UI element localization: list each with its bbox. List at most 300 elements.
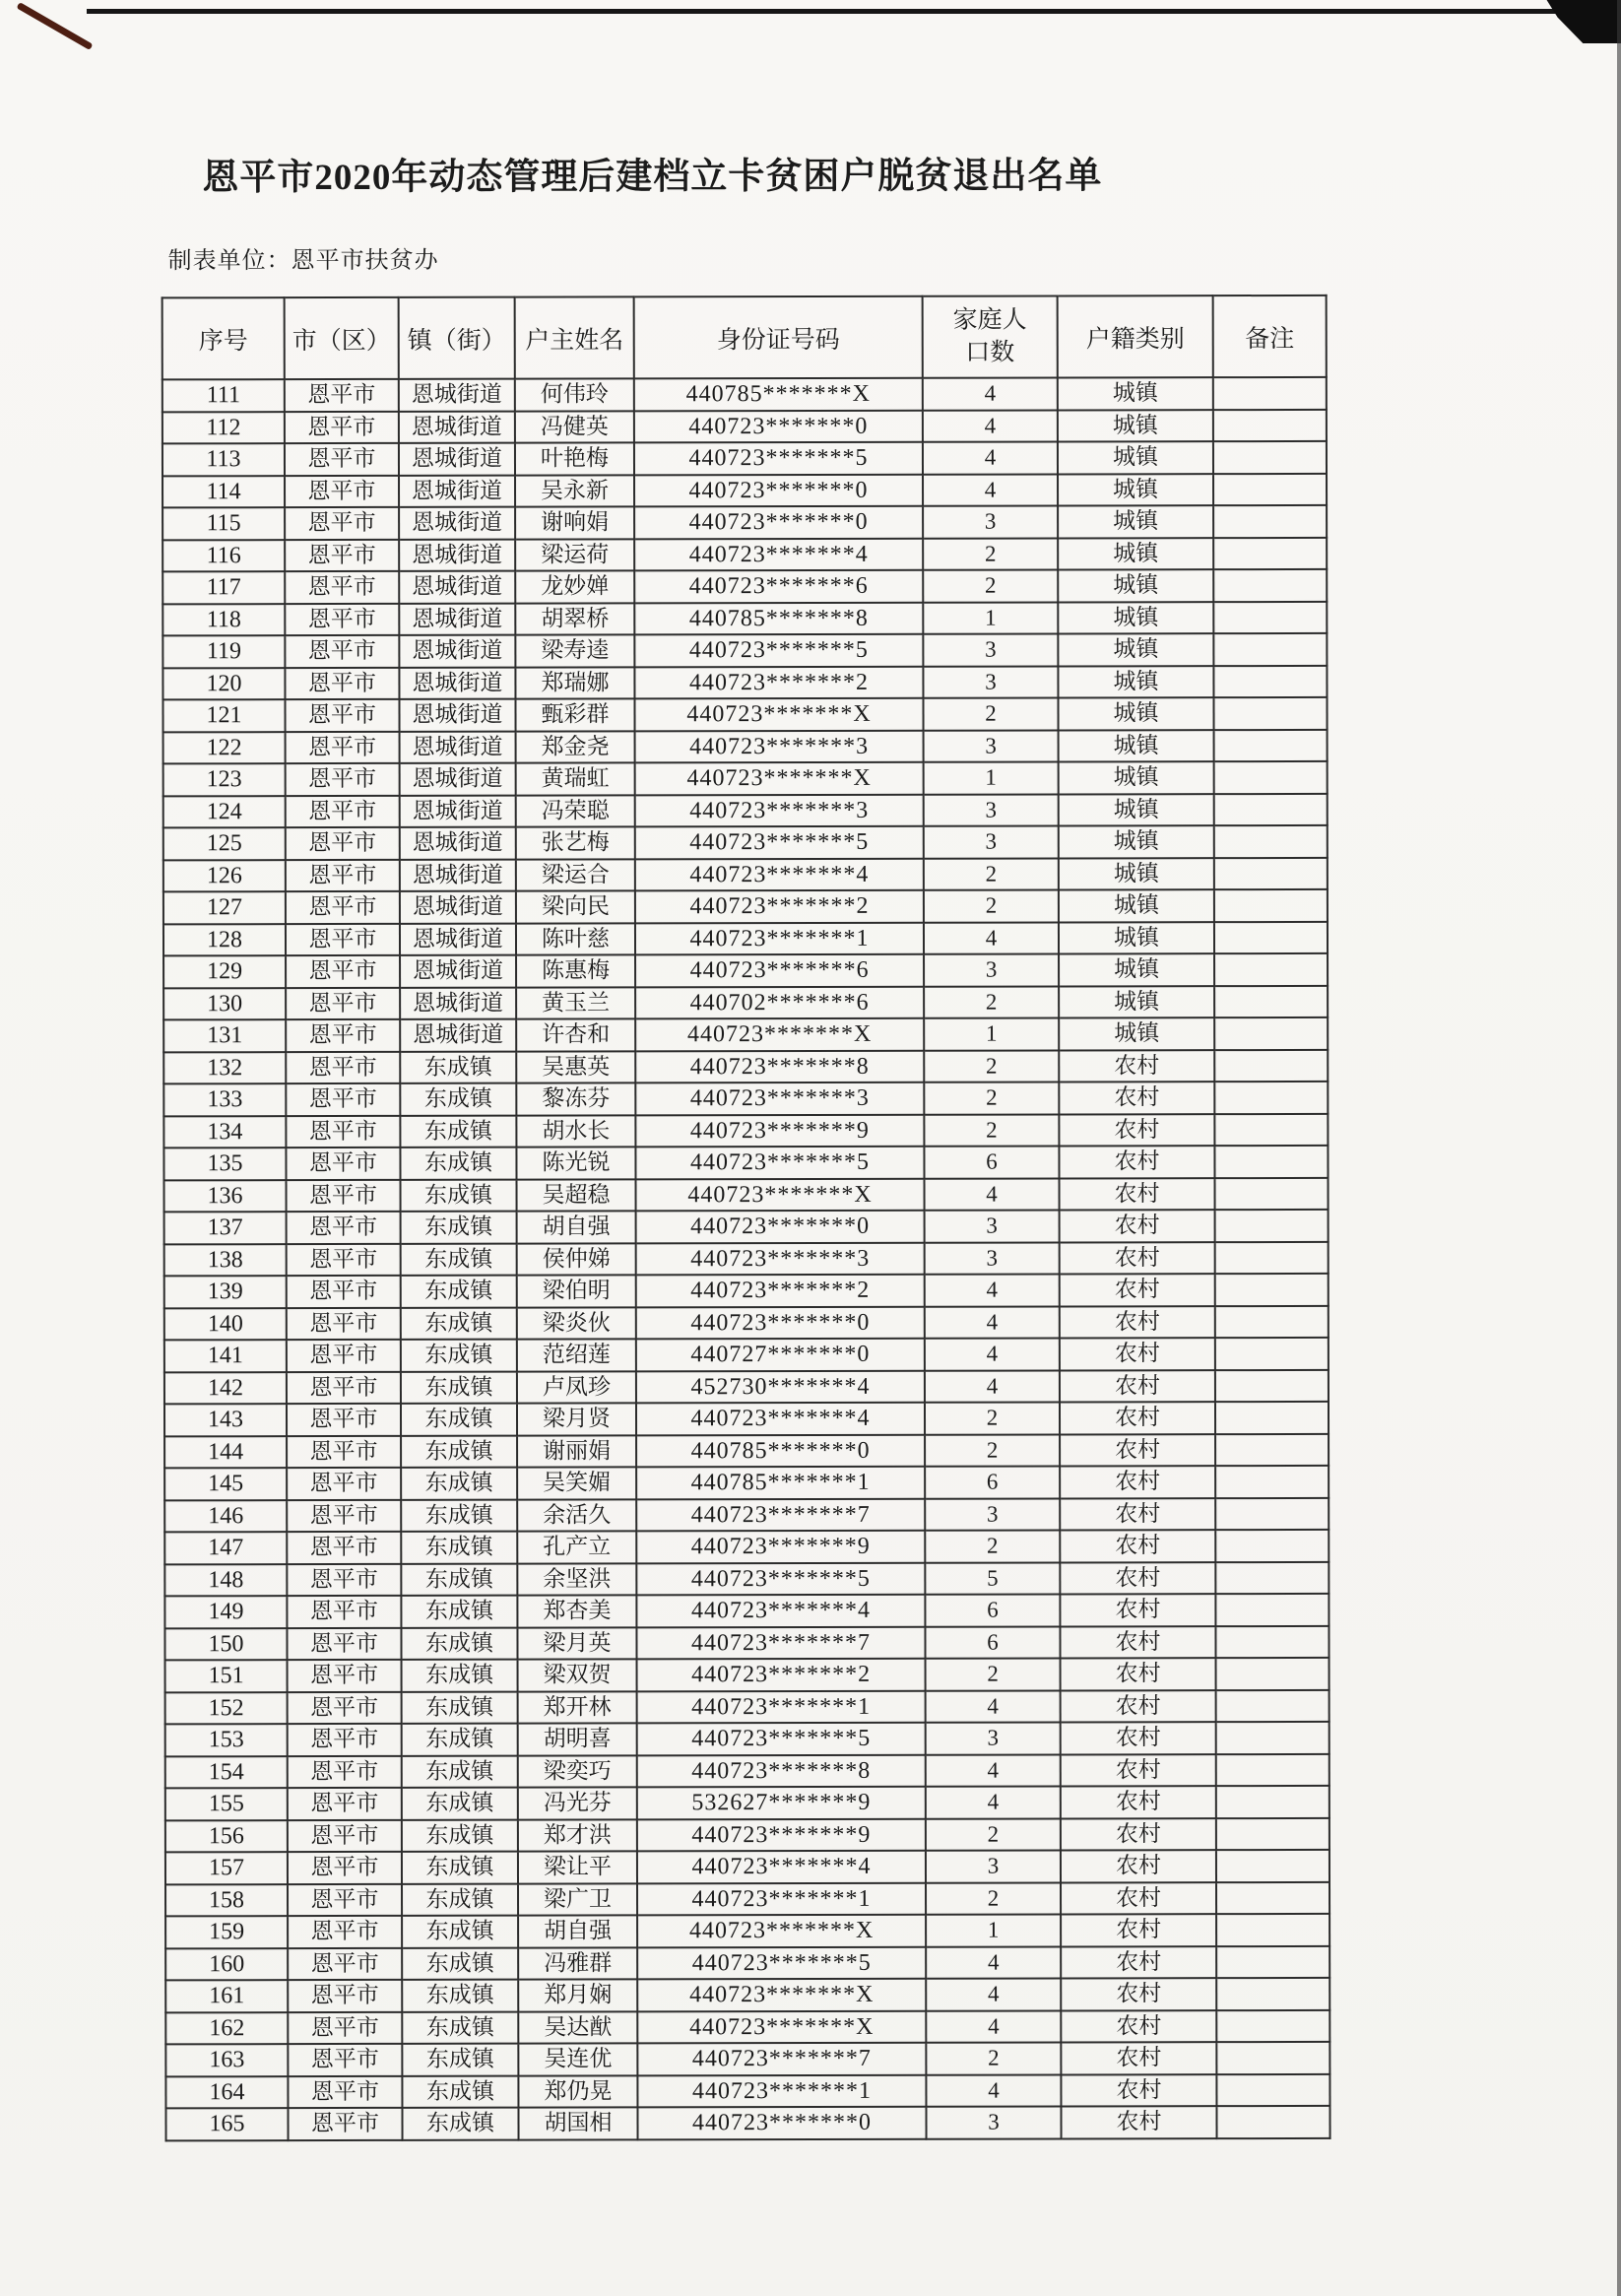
cell-household-size: 3 (925, 1210, 1060, 1242)
cell-town: 东成镇 (401, 1532, 517, 1564)
cell-remark (1215, 1338, 1329, 1370)
cell-id: 440723*******6 (634, 570, 923, 603)
cell-registration-type: 城镇 (1058, 377, 1213, 410)
cell-remark (1214, 1049, 1328, 1082)
cell-name: 冯光芬 (518, 1787, 637, 1819)
cell-registration-type: 城镇 (1059, 953, 1214, 986)
cell-id: 440723*******4 (636, 1403, 925, 1435)
cell-town: 东成镇 (401, 1435, 517, 1468)
col-header-town: 镇（街） (399, 297, 515, 379)
cell-id: 440723*******2 (635, 890, 924, 923)
cell-household-size: 1 (923, 602, 1058, 634)
cell-city: 恩平市 (287, 1276, 401, 1308)
cell-name: 梁向民 (516, 890, 635, 923)
cell-id: 440723*******0 (637, 2107, 926, 2139)
cell-name: 冯雅群 (518, 1947, 637, 1980)
table-row (162, 505, 1327, 540)
cell-household-size: 1 (924, 761, 1059, 794)
cell-town: 东成镇 (401, 1179, 517, 1212)
cell-remark (1215, 1369, 1329, 1402)
cell-serial: 116 (162, 540, 285, 572)
cell-town: 恩城街道 (399, 699, 515, 732)
cell-id: 440723*******2 (636, 1275, 925, 1307)
cell-registration-type: 城镇 (1058, 666, 1213, 698)
cell-household-size: 3 (924, 953, 1059, 986)
cell-city: 恩平市 (286, 1051, 400, 1083)
table-row (162, 409, 1327, 443)
cell-name: 胡国相 (518, 2107, 637, 2139)
table-row (162, 441, 1327, 476)
cell-household-size: 4 (923, 474, 1058, 506)
cell-name: 梁双贺 (518, 1659, 637, 1691)
table-row (163, 825, 1328, 860)
cell-id: 440723*******X (637, 1915, 926, 1947)
cell-serial: 125 (163, 827, 286, 860)
cell-household-size: 2 (925, 1402, 1060, 1434)
cell-town: 恩城街道 (400, 987, 516, 1019)
cell-remark (1216, 1689, 1329, 1722)
cell-name: 郑月娴 (518, 1979, 637, 2011)
cell-serial: 134 (163, 1116, 286, 1148)
table-row (163, 1049, 1328, 1083)
table-row (164, 1561, 1329, 1596)
table-row (164, 1241, 1329, 1276)
table-row (164, 1402, 1329, 1436)
cell-remark (1216, 1850, 1329, 1882)
cell-remark (1214, 729, 1328, 761)
cell-name: 吴达猷 (518, 2011, 637, 2044)
cell-town: 东成镇 (402, 2108, 518, 2140)
cell-household-size: 4 (923, 377, 1058, 410)
cell-registration-type: 农村 (1061, 1850, 1216, 1882)
cell-id: 440723*******X (637, 1979, 926, 2011)
table-row (165, 1658, 1329, 1692)
cell-id: 440723*******3 (635, 730, 924, 762)
cell-household-size: 2 (924, 889, 1059, 922)
cell-town: 东成镇 (402, 1980, 518, 2012)
col-header-remark: 备注 (1213, 295, 1327, 377)
cell-serial: 152 (165, 1692, 288, 1725)
table-row (162, 377, 1327, 412)
cell-town: 东成镇 (402, 1755, 518, 1788)
cell-household-size: 2 (926, 1658, 1061, 1690)
cell-id: 440723*******0 (634, 410, 923, 442)
table-row (162, 569, 1327, 604)
cell-household-size: 6 (925, 1594, 1060, 1626)
cell-city: 恩平市 (287, 1596, 401, 1628)
cell-serial: 158 (165, 1884, 288, 1917)
cell-household-size: 2 (926, 2042, 1061, 2074)
cell-serial: 139 (164, 1276, 287, 1308)
cell-household-size: 5 (925, 1562, 1060, 1595)
cell-serial: 157 (165, 1852, 288, 1884)
cell-household-size: 2 (923, 569, 1058, 602)
cell-id: 440723*******0 (636, 1306, 925, 1339)
cell-remark (1215, 1594, 1329, 1626)
cell-household-size: 3 (923, 666, 1058, 698)
cell-household-size: 3 (924, 825, 1059, 858)
cell-city: 恩平市 (287, 1243, 401, 1276)
cell-household-size: 2 (924, 1050, 1059, 1082)
cell-remark (1214, 793, 1328, 825)
cell-town: 恩城街道 (399, 475, 515, 507)
cell-serial: 144 (164, 1436, 287, 1469)
cell-town: 东成镇 (401, 1212, 517, 1244)
cell-remark (1215, 1305, 1329, 1338)
cell-registration-type: 农村 (1061, 1882, 1216, 1915)
cell-city: 恩平市 (286, 1019, 400, 1052)
cell-serial: 150 (164, 1628, 287, 1661)
scan-artifact-corner-blob (1530, 0, 1621, 43)
cell-registration-type: 城镇 (1058, 602, 1213, 634)
cell-serial: 122 (163, 732, 286, 764)
cell-id: 440723*******9 (636, 1531, 925, 1563)
cell-household-size: 3 (925, 1242, 1060, 1275)
table-row (165, 1881, 1329, 1916)
cell-household-size: 4 (923, 410, 1058, 442)
cell-city: 恩平市 (287, 1435, 401, 1468)
col-header-name: 户主姓名 (515, 296, 634, 378)
cell-registration-type: 农村 (1061, 1946, 1216, 1979)
cell-registration-type: 农村 (1060, 1626, 1215, 1659)
cell-household-size: 4 (926, 1786, 1061, 1818)
cell-town: 东成镇 (402, 2075, 518, 2108)
cell-registration-type: 农村 (1061, 1914, 1216, 1946)
cell-town: 东成镇 (400, 1083, 516, 1116)
col-header-city: 市（区） (285, 297, 399, 379)
cell-remark (1214, 825, 1328, 858)
cell-city: 恩平市 (286, 923, 400, 955)
cell-remark (1215, 1561, 1329, 1594)
cell-serial: 162 (165, 2012, 288, 2045)
cell-name: 陈叶慈 (516, 923, 635, 955)
cell-town: 恩城街道 (400, 891, 516, 924)
cell-id: 440723*******X (635, 762, 924, 795)
cell-household-size: 3 (923, 633, 1058, 666)
cell-id: 440723*******7 (636, 1498, 925, 1531)
cell-city: 恩平市 (288, 1819, 402, 1852)
cell-household-size: 1 (924, 1017, 1059, 1050)
col-header-household-size-text: 家庭人口数 (952, 306, 1027, 366)
cell-town: 东成镇 (400, 1115, 516, 1148)
cell-registration-type: 农村 (1061, 1690, 1216, 1723)
cell-registration-type: 农村 (1060, 1210, 1215, 1242)
cell-remark (1213, 441, 1327, 474)
cell-id: 440723*******8 (635, 1050, 924, 1082)
cell-city: 恩平市 (288, 2075, 402, 2108)
cell-city: 恩平市 (288, 1852, 402, 1884)
cell-name: 胡自强 (518, 1915, 637, 1947)
cell-name: 黎冻芬 (516, 1082, 635, 1115)
cell-id: 440723*******0 (636, 1211, 925, 1243)
cell-id: 440723*******1 (637, 1882, 926, 1915)
cell-serial: 148 (164, 1564, 287, 1597)
table-row (163, 1017, 1328, 1052)
cell-household-size: 4 (925, 1370, 1060, 1403)
table-row (164, 1338, 1329, 1372)
cell-remark (1216, 1658, 1329, 1690)
cell-id: 440723*******1 (635, 922, 924, 954)
table-row (165, 2009, 1329, 2044)
cell-serial: 114 (162, 476, 285, 508)
cell-household-size: 2 (925, 1530, 1060, 1562)
cell-remark (1214, 1146, 1328, 1178)
table-row (165, 1945, 1329, 1980)
cell-household-size: 2 (924, 858, 1059, 890)
cell-id: 440723*******X (634, 698, 923, 731)
cell-city: 恩平市 (288, 1916, 402, 1948)
cell-id: 440723*******7 (636, 1626, 925, 1659)
cell-serial: 159 (165, 1916, 288, 1948)
cell-name: 许杏和 (516, 1018, 635, 1051)
cell-town: 恩城街道 (399, 539, 515, 571)
cell-remark (1213, 409, 1327, 441)
cell-city: 恩平市 (286, 731, 400, 763)
cell-city: 恩平市 (287, 1627, 401, 1660)
cell-id: 440702*******6 (635, 986, 924, 1018)
cell-serial: 151 (165, 1660, 288, 1692)
cell-name: 吴惠英 (516, 1051, 635, 1083)
cell-name: 梁伯明 (517, 1275, 636, 1307)
cell-city: 恩平市 (286, 1148, 400, 1180)
cell-registration-type: 城镇 (1058, 538, 1213, 570)
cell-registration-type: 农村 (1060, 1242, 1215, 1275)
cell-city: 恩平市 (285, 475, 399, 507)
cell-id: 440723*******7 (637, 2043, 926, 2075)
cell-city: 恩平市 (285, 379, 399, 412)
cell-serial: 128 (163, 924, 286, 956)
cell-id: 440723*******5 (637, 1723, 926, 1755)
cell-town: 东成镇 (402, 1883, 518, 1916)
cell-household-size: 4 (925, 1306, 1060, 1339)
cell-city: 恩平市 (288, 1980, 402, 2012)
cell-city: 恩平市 (287, 1404, 401, 1436)
cell-registration-type: 城镇 (1059, 794, 1214, 826)
cell-town: 东成镇 (401, 1563, 517, 1596)
table-row (165, 1722, 1329, 1756)
cell-registration-type: 农村 (1061, 2042, 1216, 2074)
cell-town: 恩城街道 (400, 795, 516, 827)
cell-serial: 129 (163, 955, 286, 988)
cell-household-size: 4 (926, 1690, 1061, 1723)
cell-registration-type: 农村 (1061, 1722, 1216, 1754)
cell-name: 梁月贤 (517, 1403, 636, 1435)
cell-household-size: 4 (924, 922, 1059, 954)
cell-id: 440723*******3 (635, 794, 924, 826)
cell-city: 恩平市 (287, 1532, 401, 1564)
cell-remark (1215, 1497, 1329, 1530)
cell-registration-type: 农村 (1059, 1114, 1214, 1147)
cell-registration-type: 城镇 (1058, 569, 1213, 602)
cell-registration-type: 农村 (1060, 1466, 1215, 1498)
table-row (163, 1113, 1328, 1148)
table-row (164, 1594, 1329, 1628)
cell-town: 东成镇 (401, 1404, 517, 1436)
cell-serial: 132 (163, 1052, 286, 1084)
cell-id: 440723*******6 (635, 954, 924, 987)
cell-town: 东成镇 (402, 1947, 518, 1980)
cell-id: 440723*******2 (634, 666, 923, 698)
cell-town: 东成镇 (402, 1691, 518, 1724)
cell-id: 440723*******4 (634, 538, 923, 570)
cell-city: 恩平市 (287, 1563, 401, 1596)
cell-town: 东成镇 (401, 1276, 517, 1308)
table-row (162, 473, 1327, 507)
cell-registration-type: 农村 (1061, 1754, 1216, 1787)
cell-town: 东成镇 (402, 1852, 518, 1884)
cell-remark (1213, 505, 1327, 538)
cell-serial: 127 (163, 891, 286, 924)
cell-id: 440723*******5 (634, 634, 923, 667)
cell-town: 恩城街道 (399, 411, 515, 443)
cell-remark (1214, 985, 1328, 1017)
cell-remark (1213, 377, 1327, 410)
table-row (165, 1978, 1329, 2012)
cell-household-size: 4 (925, 1338, 1060, 1370)
cell-name: 梁广卫 (518, 1883, 637, 1916)
cell-name: 郑金尧 (516, 731, 635, 763)
table-row (162, 633, 1327, 668)
cell-remark (1214, 1113, 1328, 1146)
cell-town: 恩城街道 (399, 571, 515, 604)
cell-registration-type: 农村 (1060, 1530, 1215, 1562)
col-header-registration-type: 户籍类别 (1058, 295, 1213, 377)
table-row (165, 2042, 1329, 2076)
table-row (165, 1850, 1329, 1884)
cell-id: 440723*******X (637, 2010, 926, 2043)
cell-household-size: 6 (925, 1626, 1060, 1659)
cell-town: 恩城街道 (400, 923, 516, 955)
cell-remark (1216, 1722, 1329, 1754)
cell-registration-type: 农村 (1060, 1178, 1215, 1211)
cell-city: 恩平市 (288, 1755, 402, 1788)
cell-town: 东成镇 (401, 1307, 517, 1340)
cell-registration-type: 农村 (1060, 1562, 1215, 1595)
cell-remark (1214, 857, 1328, 889)
cell-id: 452730*******4 (636, 1370, 925, 1403)
cell-town: 恩城街道 (400, 763, 516, 796)
cell-serial: 119 (162, 635, 285, 668)
cell-city: 恩平市 (288, 1883, 402, 1916)
cell-town: 东成镇 (401, 1499, 517, 1532)
cell-town: 东成镇 (402, 2011, 518, 2044)
cell-registration-type: 城镇 (1059, 889, 1214, 922)
cell-city: 恩平市 (286, 1115, 400, 1148)
cell-registration-type: 城镇 (1059, 730, 1214, 762)
cell-household-size: 6 (925, 1466, 1060, 1498)
cell-remark (1214, 1082, 1328, 1114)
table-row (164, 1177, 1329, 1212)
table-row (162, 665, 1327, 699)
cell-remark (1216, 2106, 1329, 2138)
cell-id: 440723*******5 (635, 1147, 924, 1179)
col-header-serial: 序号 (162, 297, 285, 379)
cell-remark (1216, 1786, 1329, 1818)
cell-city: 恩平市 (286, 987, 400, 1019)
cell-name: 梁让平 (518, 1851, 637, 1883)
cell-town: 东成镇 (402, 1724, 518, 1756)
cell-name: 梁炎伙 (517, 1307, 636, 1340)
cell-name: 郑瑞娜 (515, 667, 634, 699)
table-row (165, 2073, 1329, 2108)
cell-name: 郑开林 (518, 1691, 637, 1724)
cell-remark (1215, 1402, 1329, 1434)
cell-name: 陈光锐 (516, 1147, 635, 1179)
cell-remark (1213, 473, 1327, 505)
table-row (162, 537, 1327, 571)
cell-household-size: 2 (923, 697, 1058, 730)
table-header-row (162, 295, 1327, 379)
cell-serial: 118 (162, 604, 285, 636)
cell-household-size: 4 (926, 1978, 1061, 2010)
table-row (164, 1274, 1329, 1308)
cell-city: 恩平市 (286, 955, 400, 988)
cell-town: 东成镇 (402, 1819, 518, 1852)
cell-registration-type: 农村 (1061, 1978, 1216, 2010)
cell-city: 恩平市 (286, 891, 400, 924)
cell-registration-type: 城镇 (1058, 410, 1213, 442)
cell-city: 恩平市 (286, 827, 400, 860)
cell-remark (1216, 1914, 1329, 1946)
cell-city: 恩平市 (287, 1179, 401, 1212)
cell-registration-type: 农村 (1061, 1658, 1216, 1690)
cell-name: 梁月英 (517, 1627, 636, 1660)
cell-registration-type: 城镇 (1059, 986, 1214, 1018)
cell-remark (1214, 1017, 1328, 1050)
cell-city: 恩平市 (287, 1499, 401, 1532)
cell-town: 恩城街道 (400, 827, 516, 860)
cell-household-size: 1 (926, 1914, 1061, 1946)
cell-registration-type: 农村 (1060, 1306, 1215, 1339)
cell-registration-type: 农村 (1060, 1594, 1215, 1626)
cell-name: 吴笑媚 (517, 1467, 636, 1499)
cell-household-size: 2 (925, 1434, 1060, 1467)
cell-remark (1215, 1241, 1329, 1274)
cell-id: 440723*******0 (634, 506, 923, 539)
cell-serial: 163 (165, 2044, 288, 2076)
table-row (164, 1433, 1329, 1468)
cell-serial: 120 (162, 668, 285, 700)
cell-name: 吴永新 (515, 475, 634, 507)
cell-city: 恩平市 (287, 1307, 401, 1340)
cell-household-size: 6 (924, 1146, 1059, 1178)
cell-registration-type: 城镇 (1058, 633, 1213, 666)
table-row (162, 601, 1327, 635)
cell-remark (1216, 2073, 1329, 2106)
cell-name: 郑杏美 (517, 1595, 636, 1627)
cell-name: 胡水长 (516, 1115, 635, 1148)
cell-registration-type: 城镇 (1058, 505, 1213, 538)
cell-city: 恩平市 (288, 1724, 402, 1756)
table-row (165, 1786, 1329, 1820)
poverty-exit-roster-table (162, 295, 1331, 2141)
cell-household-size: 4 (926, 2010, 1061, 2043)
cell-name: 冯健英 (515, 411, 634, 443)
cell-registration-type: 城镇 (1059, 825, 1214, 858)
cell-city: 恩平市 (287, 1371, 401, 1404)
cell-household-size: 2 (926, 1882, 1061, 1915)
cell-remark (1216, 1945, 1329, 1978)
cell-town: 东成镇 (401, 1340, 517, 1372)
cell-name: 梁寿逵 (515, 634, 634, 667)
cell-town: 东成镇 (402, 2044, 518, 2076)
cell-serial: 121 (162, 699, 285, 732)
cell-household-size: 4 (926, 2074, 1061, 2107)
cell-id: 440723*******X (636, 1178, 925, 1211)
cell-registration-type: 城镇 (1059, 922, 1214, 954)
cell-registration-type: 城镇 (1058, 697, 1213, 730)
cell-registration-type: 农村 (1059, 1146, 1214, 1178)
